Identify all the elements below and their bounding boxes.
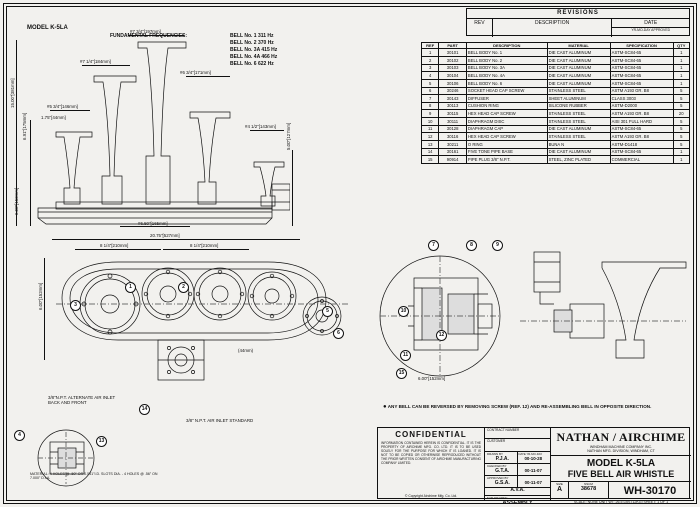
dimline-height-2 [30, 120, 31, 226]
balloon-11: 11 [400, 350, 411, 361]
company-sub-2: NATHAN MFG. DIVISION, WINDHAM, CT [551, 449, 691, 455]
parts-row [422, 57, 690, 65]
parts-cell-specification: ASTM A193 GR. B8 [610, 110, 673, 118]
dim-height-500: 5.00"[127mm] [286, 122, 291, 150]
dimline-plan-1 [75, 249, 161, 250]
dim-base-diameter: #6.50"[165mm] [138, 221, 168, 226]
balloon-4: 4 [14, 430, 25, 441]
parts-cell-material: DIE CAST ALUMINUM [547, 79, 610, 87]
parts-cell-specification: ASTM-SC84-65 [610, 79, 673, 87]
field-drawn-by-label: DRAWN BY [487, 452, 504, 456]
parts-cell-part: 30103 [439, 64, 467, 72]
parts-cell-description: FIVE TONE PIPE BASE [466, 148, 547, 156]
frequency-heading: FUNDAMENTAL FREQUENCIES: [110, 33, 188, 39]
parts-cell-part: 30161 [439, 148, 467, 156]
balloon-3: 3 [70, 300, 81, 311]
parts-cell-qty: 1 [673, 64, 689, 72]
field-approved-by-label: APPROVED BY [487, 476, 509, 480]
dim-overall-length: 20.75"[527mm] [150, 233, 180, 238]
parts-cell-specification: ASTM-SC84-65 [610, 148, 673, 156]
drawing-number: WH-30170 [623, 484, 677, 497]
parts-cell-specification: AISI 301 FULL HARD [610, 118, 673, 126]
balloon-1: 1 [125, 282, 136, 293]
nscm-label: NSCM [584, 481, 593, 486]
parts-row [422, 156, 690, 164]
parts-cell-part: 30102 [439, 57, 467, 65]
parts-cell-qty: 1 [673, 79, 689, 87]
drawing-model-desc: FIVE BELL AIR WHISTLE [551, 469, 691, 482]
field-date-label: DATE YR-MO-DAY [518, 452, 543, 456]
parts-cell-ref: 10 [422, 118, 439, 126]
parts-row [422, 118, 690, 126]
title-fields-block [485, 428, 551, 506]
elevation-view [20, 33, 290, 226]
parts-cell-description: SOCKET HEAD CAP SCREW [466, 87, 547, 95]
parts-cell-part: 30211 [439, 140, 467, 148]
parts-cell-material: DIE CAST ALUMINUM [547, 49, 610, 57]
field-checked-date: 00-11-07 [524, 468, 542, 473]
parts-cell-specification: CLASS 3003 [610, 95, 673, 103]
dim-bell4-diameter: #5 3/4"[146mm] [47, 104, 78, 109]
parts-cell-ref: 6 [422, 87, 439, 95]
balloon-8: 8 [466, 240, 477, 251]
parts-cell-specification: ASTM-SC84-65 [610, 125, 673, 133]
revisions-col-description: DESCRIPTION [493, 19, 612, 37]
dim-bell6-diameter: #4 1/2"[143mm] [245, 124, 276, 129]
parts-cell-material: SHEET ALUMINUM [547, 95, 610, 103]
parts-cell-ref: 7 [422, 95, 439, 103]
parts-cell-specification: ASTM-SC84-65 [610, 57, 673, 65]
title-block [377, 427, 690, 506]
parts-cell-qty: 20 [673, 110, 689, 118]
confidential-heading: CONFIDENTIAL [395, 430, 467, 439]
frequency-4: BELL No. 4A 466 Hz [230, 54, 278, 60]
parts-cell-material: DIE CAST ALUMINUM [547, 148, 610, 156]
dim-spacing-1: 8 1/4"[210mm] [100, 243, 129, 248]
parts-cell-ref: 14 [422, 148, 439, 156]
revisions-col-rev: REV [467, 19, 493, 37]
revisions-title: REVISIONS [467, 9, 689, 19]
parts-cell-qty: 5 [673, 140, 689, 148]
parts-cell-description: O RING [466, 140, 547, 148]
parts-cell-ref: 11 [422, 125, 439, 133]
dimline-base [120, 226, 190, 227]
parts-cell-part: 30106 [439, 79, 467, 87]
callout-air-inlet-standard: 3/8" N.P.T. AIR INLET STANDARD [186, 418, 254, 423]
parts-cell-specification: COMMERCIAL [610, 156, 673, 164]
confidential-block [378, 428, 485, 500]
parts-cell-qty: 1 [673, 57, 689, 65]
dimline-height-main [16, 40, 17, 226]
parts-cell-part: 30115 [439, 110, 467, 118]
dim-height-600: 6.00"[152mm] [14, 187, 19, 215]
detail-section-center-svg [378, 248, 528, 388]
field-this-drawing [485, 496, 550, 506]
parts-cell-qty: 1 [673, 156, 689, 164]
field-this-drawing-value: ASSEMBLY [502, 499, 533, 506]
parts-cell-ref: 13 [422, 140, 439, 148]
field-drawn-by-value: P.J.A. [495, 455, 509, 462]
parts-col-qty: QTY [673, 43, 689, 49]
sheet-footer: SCALE: NONE UNIT WT: 26.5 LBS [12KG] SHEET: 1 OF 1 [573, 499, 669, 504]
dimline-height-3 [292, 150, 293, 226]
dimline-top-5 [250, 130, 284, 131]
field-checked-by [485, 464, 550, 476]
drawing-model: MODEL K-5LA [586, 457, 656, 469]
parts-cell-material: STAINLESS STEEL [547, 118, 610, 126]
parts-col-specification: SPECIFICATION [610, 43, 673, 49]
nscm-value: 38678 [580, 485, 597, 492]
parts-cell-description: DIAPHRAGM DISC [466, 118, 547, 126]
dimline-plan-overall [52, 239, 300, 240]
note-reverse-text: ANY BELL CAN BE REVERSED BY REMOVING SCREW (REF. 12) AND RE-ASSEMBLING BELL IN OPPOSITE DIRECTION. [387, 404, 652, 409]
dimline-top-2 [82, 65, 130, 66]
field-approved-by-value: G.S.A. [494, 479, 510, 486]
parts-row [422, 95, 690, 103]
balloon-2: 2 [178, 282, 189, 293]
revisions-col-date-sub: YR-MO-DAY APPROVED [612, 27, 689, 32]
parts-cell-qty: 5 [673, 125, 689, 133]
parts-cell-material: DIE CAST ALUMINUM [547, 64, 610, 72]
parts-cell-part: 30143 [439, 95, 467, 103]
parts-cell-description: HEX HEAD CAP SCREW [466, 110, 547, 118]
dim-overall-height: 15.00"[381mm] [10, 78, 15, 108]
parts-row [422, 102, 690, 110]
parts-cell-specification: ASTM-D1418 [610, 140, 673, 148]
parts-col-material: MATERIAL [547, 43, 610, 49]
parts-cell-qty: 5 [673, 118, 689, 126]
frequency-3: BELL No. 3A 415 Hz [230, 47, 278, 53]
dim-44mm: (44mm) [238, 348, 254, 353]
frequency-5: BELL No. 6 622 Hz [230, 61, 274, 67]
note-reverse-bell: ● ANY BELL CAN BE REVERSED BY REMOVING SCREW (REF. 12) AND RE-ASSEMBLING BELL IN OPPOSITE DIRECTION. [383, 404, 652, 410]
dim-height-691: 6.91"[175mm] [22, 112, 27, 140]
size-label: SIZE [556, 481, 563, 486]
balloon-13: 13 [96, 436, 107, 447]
parts-cell-ref: 1 [422, 49, 439, 57]
field-contract-number-label: CONTRACT NUMBER [487, 428, 520, 432]
confidential-body: INFORMATION CONTAINED HEREIN IS CONFIDENTIAL. IT IS THE PROPERTY OF AIRCHIME MFG. CO. LTD. IT IS TO BE USED SOLELY FOR THE PURPOSE FOR WHICH IT IS LOANED. IT IS NOT TO BE COPIED OR OTHERWISE REPRODUCED WITHOUT THE PRIOR WRITTEN CONSENT OF AIRCHIME MANUFACTURING COMPANY LIMITED. [381, 441, 481, 466]
revisions-col-date-label: DATE [644, 20, 658, 26]
balloon-6: 6 [333, 328, 344, 339]
parts-cell-description: DIAPHRAGM CAP [466, 125, 547, 133]
balloon-14: 14 [139, 404, 150, 415]
field-customer-label: CUSTOMER [487, 439, 506, 443]
plan-view-svg [40, 252, 370, 392]
parts-cell-specification: ASTM A193 GR. B8 [610, 87, 673, 95]
parts-cell-material: STAINLESS STEEL [547, 87, 610, 95]
revisions-col-date [612, 19, 689, 37]
parts-cell-ref: 3 [422, 64, 439, 72]
parts-table [421, 42, 690, 164]
detail-bell-right-svg [510, 248, 690, 378]
dim-bell2-diameter: #7 1/4"[184mm] [80, 59, 111, 64]
dim-bell3-diameter: #6 3/4"[171mm] [180, 70, 211, 75]
dimline-top-3 [186, 76, 230, 77]
parts-cell-ref: 8 [422, 102, 439, 110]
parts-cell-material: DIE CAST ALUMINUM [547, 72, 610, 80]
model-label: MODEL K-5LA [27, 25, 68, 31]
parts-row [422, 140, 690, 148]
parts-cell-material: DIE CAST ALUMINUM [547, 125, 610, 133]
parts-cell-ref: 4 [422, 72, 439, 80]
detail-section-left-svg [14, 428, 124, 498]
parts-cell-description: BELL BODY No. 4A [466, 72, 547, 80]
parts-list-table [421, 42, 690, 164]
field-drawn-date: 00-10-28 [524, 455, 543, 461]
parts-cell-qty: 5 [673, 95, 689, 103]
dimline-top-4 [50, 110, 90, 111]
parts-cell-ref: 5 [422, 79, 439, 87]
parts-row [422, 79, 690, 87]
parts-cell-material: BUNA N [547, 140, 610, 148]
dim-detail-150: 6.00"[152mm] [418, 376, 446, 381]
callout-material-note: MATERIAL: 4 HOLES @ .50" OR 0.531"I.D. SLOTS DIA. - 4 HOLES @ .56" ON 7.000" D.I.A. [30, 472, 158, 481]
parts-cell-qty: 1 [673, 49, 689, 57]
field-customer [485, 439, 550, 452]
company-name: NATHAN / AIRCHIME [556, 430, 686, 444]
parts-cell-qty: 5 [673, 102, 689, 110]
parts-cell-material: SILICONE RUBBER [547, 102, 610, 110]
dim-plan-width: 6.00"[152mm] [38, 282, 43, 310]
frequency-2: BELL No. 2 370 Hz [230, 40, 274, 46]
parts-cell-part: 30104 [439, 72, 467, 80]
parts-cell-description: BELL BODY No. 6 [466, 79, 547, 87]
parts-row [422, 133, 690, 141]
parts-cell-qty: 1 [673, 72, 689, 80]
parts-cell-specification: ASTM A193 GR. B8 [610, 133, 673, 141]
field-extra-initials-value: A.V.A. [510, 487, 525, 493]
parts-cell-specification: ASTM-SC84-65 [610, 49, 673, 57]
parts-row [422, 125, 690, 133]
parts-cell-part: 90914 [439, 156, 467, 164]
parts-cell-ref: 2 [422, 57, 439, 65]
field-drawn-by [485, 452, 550, 464]
revisions-table [466, 8, 690, 36]
parts-cell-material: DIE CAST ALUMINUM [547, 57, 610, 65]
field-contract-number [485, 428, 550, 439]
parts-cell-qty: 5 [673, 133, 689, 141]
parts-row [422, 110, 690, 118]
parts-cell-ref: 9 [422, 110, 439, 118]
parts-cell-description: DIFFUSER [466, 95, 547, 103]
parts-col-description: DESCRIPTION [466, 43, 547, 49]
parts-cell-description: PIPE PLUG 3/8" N.P.T. [466, 156, 547, 164]
parts-row [422, 148, 690, 156]
field-this-drawing-label: THIS DRAWING [487, 496, 508, 500]
dimline-plan-2 [163, 249, 249, 250]
copyright-text: © Copyright Airchime Mfg. Co. Ltd. [404, 494, 458, 498]
parts-cell-description: BELL BODY No. 3A [466, 64, 547, 72]
elevation-horns-svg [20, 33, 290, 226]
parts-cell-description: BELL BODY No. 2 [466, 57, 547, 65]
parts-row [422, 64, 690, 72]
parts-cell-part: 30111 [439, 118, 467, 126]
balloon-12: 12 [436, 330, 447, 341]
parts-col-ref: REF [422, 43, 439, 49]
balloon-5: 5 [322, 306, 333, 317]
parts-cell-specification: ASTM-SC84-65 [610, 72, 673, 80]
parts-col-part: PART [439, 43, 467, 49]
parts-cell-material: STAINLESS STEEL [547, 133, 610, 141]
parts-cell-material: STAINLESS STEEL [547, 110, 610, 118]
parts-row [422, 72, 690, 80]
company-block [551, 428, 691, 504]
callout-air-inlet-alt: 3/8"N.P.T. ALTERNATE AIR INLET BACK AND FRONT [48, 395, 116, 406]
parts-cell-part: 30113 [439, 102, 467, 110]
parts-cell-ref: 12 [422, 133, 439, 141]
balloon-10: 10 [398, 306, 409, 317]
parts-cell-specification: ASTM-D2000 [610, 102, 673, 110]
parts-cell-part: 30246 [439, 87, 467, 95]
balloon-7: 7 [428, 240, 439, 251]
parts-cell-description: CUSHION RING [466, 102, 547, 110]
field-approved-date: 00-11-07 [524, 480, 542, 485]
field-extra-initials [485, 488, 550, 496]
dim-height-175: 1.75"[44mm] [41, 115, 66, 120]
company-sub-1: WINDHAM MACHINE COMPANY INC. [589, 445, 653, 449]
dim-spacing-2: 8 1/4"[210mm] [190, 243, 219, 248]
dimline-top-1 [128, 35, 184, 36]
parts-cell-specification: ASTM-SC84-65 [610, 64, 673, 72]
parts-row [422, 87, 690, 95]
field-checked-by-value: G.T.A. [495, 467, 510, 474]
dim-bell1-diameter: #7 3/4"[197mm] [130, 29, 161, 34]
parts-cell-description: BELL BODY No. 1 [466, 49, 547, 57]
frequency-1: BELL No. 1 311 Hz [230, 33, 274, 39]
size-value: A [556, 485, 563, 493]
balloon-9: 9 [492, 240, 503, 251]
parts-cell-material: STEEL, ZINC PLATED [547, 156, 610, 164]
parts-cell-description: HEX HEAD CAP SCREW [466, 133, 547, 141]
parts-cell-ref: 15 [422, 156, 439, 164]
parts-cell-qty: 5 [673, 87, 689, 95]
parts-body [422, 49, 690, 164]
balloon-15: 15 [396, 368, 407, 379]
field-checked-by-label: CHECKED BY [487, 464, 507, 468]
parts-cell-part: 30128 [439, 125, 467, 133]
parts-row [422, 49, 690, 57]
parts-cell-part: 30101 [439, 49, 467, 57]
parts-cell-qty: 1 [673, 148, 689, 156]
parts-cell-part: 30116 [439, 133, 467, 141]
